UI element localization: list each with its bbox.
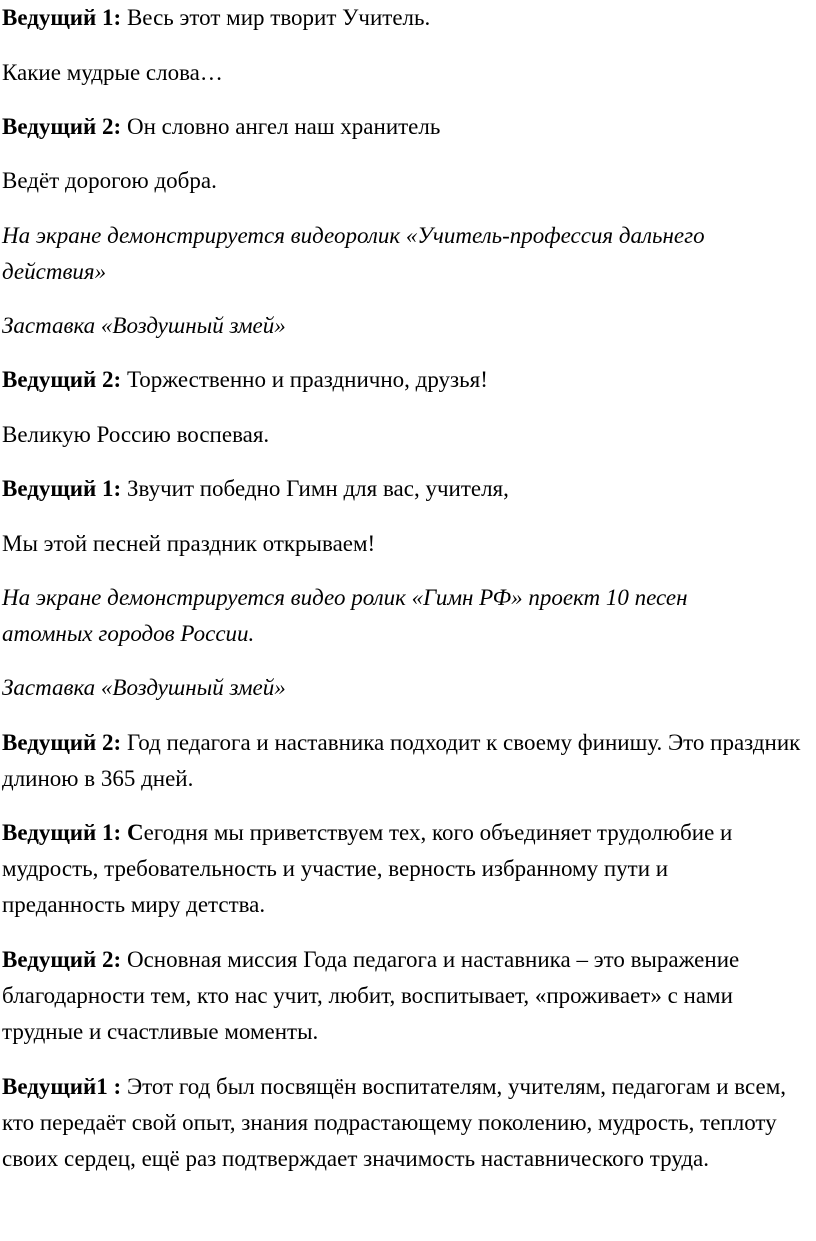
paragraph-text: Весь этот мир творит Учитель. <box>121 5 431 30</box>
paragraph-text: Основная миссия Года педагога и наставника – это выражение благодарности тем, кто нас учит, любит, воспитывает, «проживает» с нами трудные и счастливые моменты. <box>2 947 740 1044</box>
speaker-label: Ведущий 2: <box>2 367 122 392</box>
paragraph-text: Торжественно и празднично, друзья! <box>121 367 488 392</box>
speaker-label: Ведущий 1: <box>2 5 122 30</box>
paragraph-1 <box>2 0 812 36</box>
speaker-label: Ведущий 2: <box>2 730 122 755</box>
speaker-label: Ведущий 1: С <box>2 820 144 845</box>
paragraph-text: Он словно ангел наш хранитель <box>121 114 441 139</box>
stage-direction-1: На экране демонстрируется видеоролик «Учитель-профессия дальнего действия» <box>2 223 705 284</box>
stage-direction-4: Заставка «Воздушный змей» <box>2 675 286 700</box>
paragraph-7 <box>2 471 812 507</box>
paragraph-text: Мы этой песней праздник открываем! <box>2 531 376 556</box>
paragraph-12 <box>2 1069 807 1177</box>
paragraph-5 <box>2 362 812 398</box>
stage-direction-2: Заставка «Воздушный змей» <box>2 313 286 338</box>
paragraph-8 <box>2 526 812 562</box>
paragraph-3 <box>2 109 812 145</box>
paragraph-text: Ведёт дорогою добра. <box>2 168 217 193</box>
stage-direction-3: На экране демонстрируется видео ролик «Гимн РФ» проект 10 песен атомных городов России. <box>2 585 688 646</box>
paragraph-10 <box>2 815 742 923</box>
speaker-label: Ведущий 2: <box>2 947 122 972</box>
paragraph-6 <box>2 417 812 453</box>
paragraph-text: Этот год был посвящён воспитателям, учителям, педагогам и всем, кто передаёт свой опыт, знания подрастающему поколению, мудрость, теплоту своих сердец, ещё раз подтверждает значимость наставнического труда. <box>2 1074 787 1171</box>
paragraph-9 <box>2 725 812 797</box>
paragraph-2 <box>2 55 812 91</box>
paragraph-text: Какие мудрые слова… <box>2 60 223 85</box>
paragraph-text: егодня мы приветствуем тех, кого объединяет трудолюбие и мудрость, требовательность и участие, верность избранному пути и преданность миру детства. <box>2 820 733 917</box>
paragraph-text: Год педагога и наставника подходит к своему финишу. Это праздник длиною в 365 дней. <box>2 730 801 791</box>
paragraph-11 <box>2 942 802 1050</box>
paragraph-text: Великую Россию воспевая. <box>2 422 270 447</box>
speaker-label: Ведущий 2: <box>2 114 122 139</box>
speaker-label: Ведущий1 : <box>2 1074 122 1099</box>
speaker-label: Ведущий 1: <box>2 476 122 501</box>
paragraph-text: Звучит победно Гимн для вас, учителя, <box>121 476 509 501</box>
paragraph-4 <box>2 163 812 199</box>
